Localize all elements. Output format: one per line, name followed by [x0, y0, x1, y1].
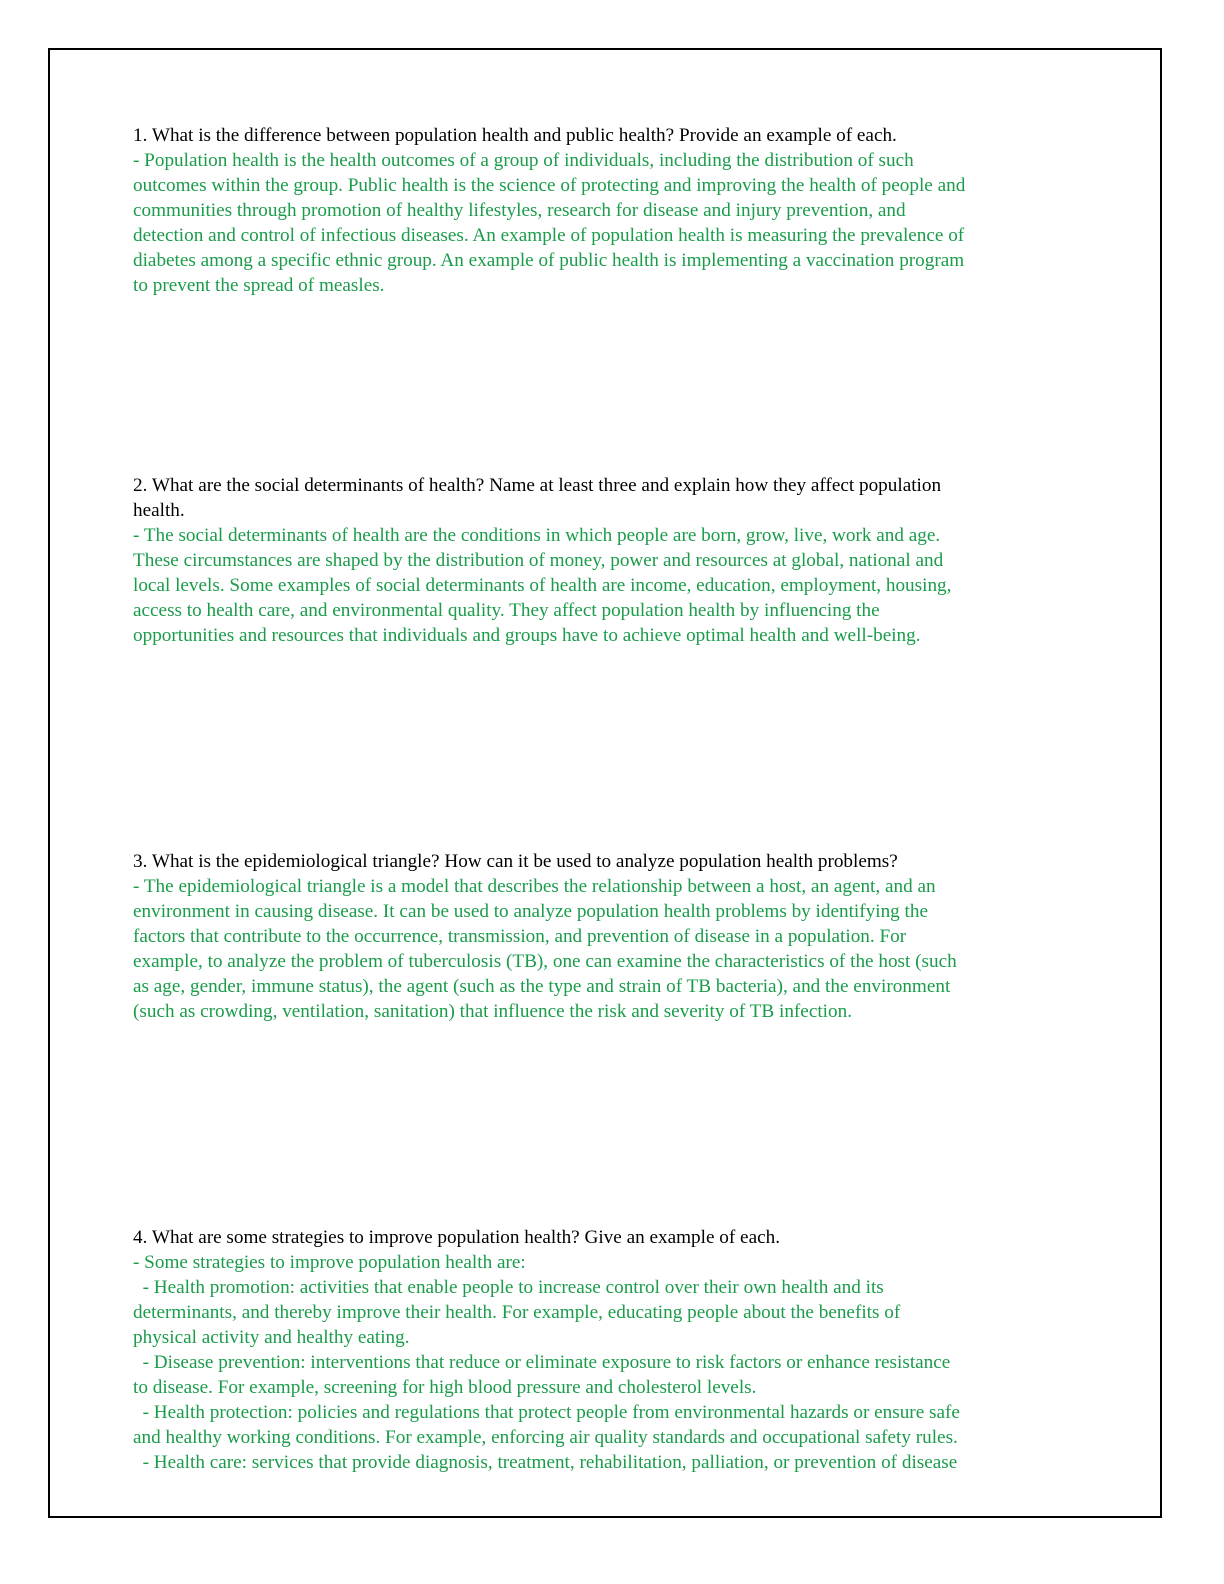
- question-3-text: [133, 849, 1093, 874]
- answer-line: communities through promotion of healthy lifestyles, research for disease and injury prevention, and: [133, 200, 906, 221]
- question-2-text: [133, 473, 1093, 523]
- question-block-2: [133, 473, 1093, 648]
- answer-line: local levels. Some examples of social determinants of health are income, education, employment, housing,: [133, 575, 952, 596]
- answer-1-text: [133, 148, 1093, 298]
- answer-line: environment in causing disease. It can be used to analyze population health problems by identifying the: [133, 901, 928, 922]
- question-line: 4. What are some strategies to improve population health? Give an example of each.: [133, 1227, 780, 1248]
- answer-line: diabetes among a specific ethnic group. An example of public health is implementing a vaccination program: [133, 250, 965, 271]
- question-line: health.: [133, 500, 185, 521]
- answer-4-text: [133, 1250, 1093, 1475]
- question-block-3: [133, 849, 1093, 1024]
- answer-line: - Population health is the health outcomes of a group of individuals, including the distribution of such: [133, 150, 914, 171]
- answer-line: example, to analyze the problem of tuberculosis (TB), one can examine the characteristics of the host (such: [133, 951, 957, 972]
- question-line: 1. What is the difference between population health and public health? Provide an example of each.: [133, 125, 897, 146]
- question-block-4: [133, 1225, 1093, 1475]
- answer-line: - Some strategies to improve population health are:: [133, 1252, 526, 1273]
- answer-line: to disease. For example, screening for high blood pressure and cholesterol levels.: [133, 1377, 757, 1398]
- answer-line: physical activity and healthy eating.: [133, 1327, 410, 1348]
- answer-line: - Health promotion: activities that enable people to increase control over their own health and its: [133, 1277, 884, 1298]
- answer-3-text: [133, 874, 1093, 1024]
- answer-line: opportunities and resources that individuals and groups have to achieve optimal health and well-being.: [133, 625, 921, 646]
- answer-line: - The epidemiological triangle is a model that describes the relationship between a host, an agent, and an: [133, 876, 936, 897]
- answer-line: - Disease prevention: interventions that reduce or eliminate exposure to risk factors or enhance resistance: [133, 1352, 951, 1373]
- answer-line: - Health protection: policies and regulations that protect people from environmental hazards or ensure safe: [133, 1402, 960, 1423]
- answer-line: - The social determinants of health are the conditions in which people are born, grow, live, work and age.: [133, 525, 941, 546]
- question-line: 3. What is the epidemiological triangle? How can it be used to analyze population health problems?: [133, 851, 898, 872]
- answer-line: (such as crowding, ventilation, sanitation) that influence the risk and severity of TB infection.: [133, 1001, 852, 1022]
- answer-line: determinants, and thereby improve their health. For example, educating people about the benefits of: [133, 1302, 901, 1323]
- answer-line: factors that contribute to the occurrence, transmission, and prevention of disease in a population. For: [133, 926, 907, 947]
- question-line: 2. What are the social determinants of health? Name at least three and explain how they affect population: [133, 475, 942, 496]
- question-block-1: [133, 123, 1093, 298]
- answer-line: to prevent the spread of measles.: [133, 275, 385, 296]
- answer-line: outcomes within the group. Public health is the science of protecting and improving the health of people and: [133, 175, 966, 196]
- question-1-text: [133, 123, 1093, 148]
- answer-line: access to health care, and environmental quality. They affect population health by influencing the: [133, 600, 880, 621]
- answer-2-text: [133, 523, 1093, 648]
- answer-line: and healthy working conditions. For example, enforcing air quality standards and occupational safety rules.: [133, 1427, 958, 1448]
- answer-line: detection and control of infectious diseases. An example of population health is measuring the prevalence of: [133, 225, 965, 246]
- question-4-text: [133, 1225, 1093, 1250]
- answer-line: These circumstances are shaped by the distribution of money, power and resources at global, national and: [133, 550, 944, 571]
- answer-line: - Health care: services that provide diagnosis, treatment, rehabilitation, palliation, or prevention of disease: [133, 1452, 958, 1473]
- answer-line: as age, gender, immune status), the agent (such as the type and strain of TB bacteria), and the environment: [133, 976, 951, 997]
